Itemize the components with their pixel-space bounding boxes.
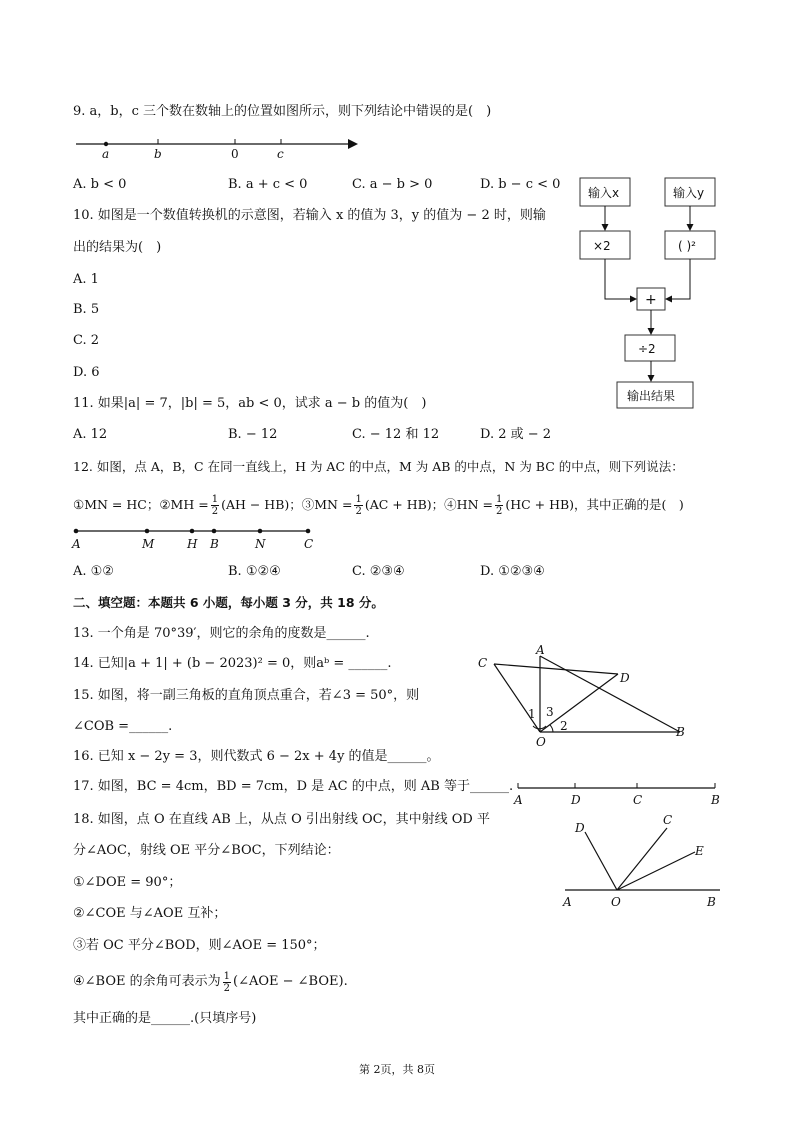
q16-text: 16. 已知 x − 2y = 3，则代数式 6 − 2x + 4y 的值是______。 — [73, 749, 440, 764]
fraction-half — [211, 494, 219, 517]
fig15-angle-3: 3 — [546, 705, 554, 719]
flow-square: ( )² — [678, 239, 696, 253]
q12-part1: ①MN = HC；②MH = — [73, 497, 209, 512]
fig17-label-A: A — [514, 793, 523, 807]
q12-option-c: C. ②③④ — [352, 564, 405, 579]
fraction-half — [223, 971, 231, 994]
q11-option-c: C. − 12 和 12 — [352, 427, 440, 442]
q12-segment-figure — [70, 522, 330, 552]
section-heading: 二、填空题：本题共 6 小题，每小题 3 分，共 18 分。 — [73, 595, 384, 610]
q12-option-a: A. ①② — [73, 564, 114, 579]
fig15-label-B: B — [676, 725, 685, 739]
point-label-B: B — [210, 537, 219, 551]
q15-triangle-figure — [470, 642, 700, 752]
q18-c4-part1: ④∠BOE 的余角可表示为 — [73, 974, 221, 989]
flow-input-y: 输入y — [673, 186, 705, 200]
fraction-half — [354, 494, 362, 517]
point-label-M: M — [142, 537, 155, 551]
fig17-label-C: C — [633, 793, 643, 807]
q9-option-a: A. b < 0 — [73, 177, 127, 192]
fraction-denominator: 2 — [495, 505, 503, 517]
q17-text: 17. 如图，BC = 4cm，BD = 7cm，D 是 AC 的中点，则 AB 等于______. — [73, 779, 514, 794]
fraction-numerator: 1 — [223, 970, 230, 982]
fig17-label-D: D — [571, 793, 581, 807]
fig18-label-B: B — [707, 895, 716, 909]
q9-option-b: B. a + c < 0 — [228, 177, 308, 192]
q12-option-d: D. ①②③④ — [480, 564, 545, 579]
fraction-denominator: 2 — [355, 505, 362, 517]
axis-label-zero: 0 — [231, 147, 239, 161]
q9-stem: 9. a，b，c 三个数在数轴上的位置如图所示，则下列结论中错误的是( ) — [73, 104, 492, 119]
q9-option-c: C. a − b > 0 — [352, 177, 433, 192]
fig18-label-E: E — [695, 844, 704, 858]
q10-option-c: C. 2 — [73, 333, 100, 348]
fraction-numerator: 1 — [355, 493, 362, 505]
fig15-label-O: O — [536, 735, 546, 749]
fraction-numerator: 1 — [211, 493, 219, 505]
flow-input-x: 输入x — [588, 186, 620, 200]
q18-conclusion-2: ②∠COE 与∠AOE 互补； — [73, 906, 227, 921]
q18-line2: 分∠AOC，射线 OE 平分∠BOC，下列结论： — [73, 843, 340, 858]
fig15-angle-1: 1 — [528, 707, 536, 721]
q10-stem-line1: 10. 如图是一个数值转换机的示意图，若输入 x 的值为 3，y 的值为 − 2 时，则输 — [73, 208, 546, 223]
flow-times-two: ×2 — [593, 239, 611, 253]
fraction-numerator: 1 — [495, 493, 503, 505]
q9-option-d: D. b − c < 0 — [480, 177, 561, 192]
fig18-label-A: A — [563, 895, 572, 909]
q13-text: 13. 一个角是 70°39′，则它的余角的度数是______. — [73, 626, 370, 641]
q12-stem: 12. 如图，点 A，B，C 在同一直线上，H 为 AC 的中点，M 为 AB 的中点，N 为 BC 的中点，则下列说法： — [73, 459, 684, 474]
flow-divide-two: ÷2 — [638, 342, 656, 356]
q10-option-b: B. 5 — [73, 302, 100, 317]
q18-c4-part2: (∠AOE − ∠BOE). — [233, 974, 348, 989]
fig15-label-D: D — [620, 671, 630, 685]
q14-text: 14. 已知|a + 1| + (b − 2023)² = 0，则aᵇ = ______. — [73, 656, 392, 671]
axis-label-b: b — [154, 147, 162, 161]
q12-statements — [73, 490, 684, 520]
fig17-label-B: B — [711, 793, 720, 807]
flow-output: 输出结果 — [627, 389, 676, 403]
q15-line2: ∠COB =______. — [73, 719, 173, 734]
q10-option-d: D. 6 — [73, 365, 100, 380]
q12-part2: (AH − HB)；③MN = — [221, 497, 353, 512]
fig15-angle-2: 2 — [560, 719, 568, 733]
q12-option-b: B. ①②④ — [228, 564, 281, 579]
point-label-H: H — [187, 537, 198, 551]
page-footer: 第 2页，共 8页 — [359, 1063, 435, 1076]
q17-segment-figure — [510, 778, 730, 808]
q18-ask: 其中正确的是______.(只填序号) — [73, 1011, 257, 1026]
fig15-label-C: C — [478, 656, 488, 670]
q15-line1: 15. 如图，将一副三角板的直角顶点重合，若∠3 = 50°，则 — [73, 688, 420, 703]
fraction-denominator: 2 — [223, 982, 230, 994]
q18-angle-figure — [555, 810, 730, 910]
q18-line1: 18. 如图，点 O 在直线 AB 上，从点 O 引出射线 OC，其中射线 OD 平 — [73, 812, 490, 827]
point-label-N: N — [255, 537, 266, 551]
fig18-label-C: C — [663, 813, 673, 827]
q11-option-a: A. 12 — [73, 427, 108, 442]
q11-option-b: B. − 12 — [228, 427, 278, 442]
fig18-label-D: D — [575, 821, 585, 835]
fraction-denominator: 2 — [211, 505, 219, 517]
q10-stem-line2: 出的结果为( ) — [73, 240, 162, 255]
q11-stem: 11. 如果|a| = 7，|b| = 5，ab < 0，试求 a − b 的值为( ) — [73, 396, 427, 411]
q9-number-line — [70, 132, 370, 162]
q10-option-a: A. 1 — [73, 272, 99, 287]
q12-part3: (AC + HB)；④HN = — [364, 497, 493, 512]
q18-conclusion-1: ①∠DOE = 90°； — [73, 875, 182, 890]
q12-part4: (HC + HB)，其中正确的是( ) — [505, 497, 684, 512]
q10-flowchart — [575, 175, 725, 410]
q18-conclusion-4 — [73, 967, 348, 997]
point-label-A: A — [72, 537, 81, 551]
q18-conclusion-3: ③若 OC 平分∠BOD，则∠AOE = 150°； — [73, 938, 326, 953]
axis-label-c: c — [277, 147, 284, 161]
q11-option-d: D. 2 或 − 2 — [480, 427, 552, 442]
fraction-half — [495, 494, 503, 517]
fig15-label-A: A — [536, 643, 545, 657]
flow-plus: + — [645, 292, 657, 308]
fig18-label-O: O — [611, 895, 621, 909]
axis-label-a: a — [102, 147, 110, 161]
point-label-C: C — [304, 537, 314, 551]
